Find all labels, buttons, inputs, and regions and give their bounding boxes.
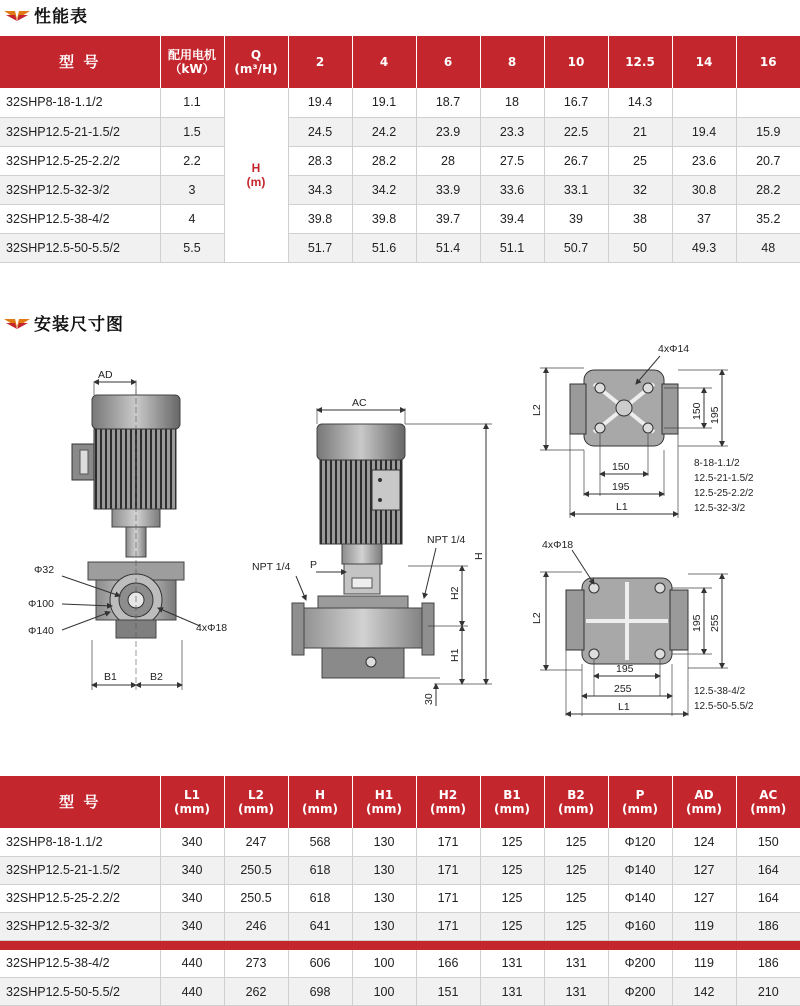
dimension-value-cell: Φ200 — [608, 950, 672, 978]
head-value-cell: 33.1 — [544, 175, 608, 204]
dimension-value-cell: 186 — [736, 912, 800, 940]
model-cell: 32SHP12.5-38-4/2 — [0, 950, 160, 978]
head-value-cell: 22.5 — [544, 117, 608, 146]
model-cell: 32SHP12.5-32-3/2 — [0, 175, 160, 204]
separator-bar — [0, 940, 800, 950]
front-view-pump — [62, 380, 200, 690]
head-value-cell — [672, 88, 736, 117]
head-value-cell: 49.3 — [672, 233, 736, 262]
header-flow-value: 12.5 — [608, 36, 672, 88]
head-value-cell: 21 — [608, 117, 672, 146]
head-value-cell: 23.3 — [480, 117, 544, 146]
head-value-cell: 38 — [608, 204, 672, 233]
model-cell: 32SHP12.5-21-1.5/2 — [0, 117, 160, 146]
table-row — [0, 912, 800, 940]
dimension-value-cell: 340 — [160, 856, 224, 884]
dim-label: B1 — [104, 671, 117, 683]
motor-kw-cell: 4 — [160, 204, 224, 233]
dim-label: L1 — [618, 701, 630, 713]
dim-label: 4xΦ18 — [196, 622, 228, 634]
table-row — [0, 146, 800, 175]
dimension-value-cell: 151 — [416, 978, 480, 1006]
head-value-cell: 23.6 — [672, 146, 736, 175]
dimension-value-cell: Φ200 — [608, 978, 672, 1006]
table-row — [0, 856, 800, 884]
head-value-cell: 39.7 — [416, 204, 480, 233]
header-dim: H1 (mm) — [352, 776, 416, 828]
section-title: 安装尺寸图 — [34, 315, 124, 335]
dimension-value-cell: 171 — [416, 884, 480, 912]
dim-label: 4xΦ18 — [542, 539, 574, 551]
head-value-cell: 30.8 — [672, 175, 736, 204]
dim-label: H1 — [449, 648, 461, 662]
dimension-value-cell: Φ140 — [608, 856, 672, 884]
dim-label: B2 — [150, 671, 163, 683]
dim-label: H — [473, 552, 485, 560]
header-dim: P (mm) — [608, 776, 672, 828]
dim-label: 150 — [612, 461, 630, 473]
head-value-cell: 39.8 — [288, 204, 352, 233]
head-value-cell: 20.7 — [736, 146, 800, 175]
dim-label: L1 — [616, 501, 628, 513]
table-row — [0, 88, 800, 117]
dimension-value-cell: 618 — [288, 856, 352, 884]
header-flow-value: 4 — [352, 36, 416, 88]
head-value-cell: 19.1 — [352, 88, 416, 117]
head-value-cell: 28.2 — [736, 175, 800, 204]
head-value-cell: 19.4 — [288, 88, 352, 117]
dim-label: 195 — [612, 481, 630, 493]
dimension-value-cell: Φ120 — [608, 828, 672, 856]
dimension-value-cell: 125 — [544, 912, 608, 940]
table-row — [0, 884, 800, 912]
head-value-cell: 18.7 — [416, 88, 480, 117]
header-model: 型 号 — [0, 776, 160, 828]
dimension-value-cell: 618 — [288, 884, 352, 912]
head-value-cell: 35.2 — [736, 204, 800, 233]
dim-label: 195 — [709, 406, 721, 424]
model-label: 12.5-32-3/2 — [694, 503, 746, 514]
model-label: 8-18-1.1/2 — [694, 458, 740, 469]
head-value-cell: 15.9 — [736, 117, 800, 146]
dimension-value-cell: 125 — [544, 828, 608, 856]
head-value-cell: 51.6 — [352, 233, 416, 262]
head-label-cell: H (m) — [224, 88, 288, 262]
brand-wings-icon — [2, 313, 32, 333]
brand-wings-icon — [2, 5, 32, 25]
head-value-cell: 51.7 — [288, 233, 352, 262]
head-value-cell: 28 — [416, 146, 480, 175]
dimension-value-cell: 131 — [480, 950, 544, 978]
dimension-value-cell: 131 — [544, 950, 608, 978]
installation-drawing — [0, 340, 800, 772]
section-dimensions-heading — [0, 310, 124, 335]
head-value-cell: 51.4 — [416, 233, 480, 262]
dim-label: 255 — [709, 614, 721, 632]
model-cell: 32SHP12.5-25-2.2/2 — [0, 146, 160, 175]
dimension-value-cell: 125 — [544, 856, 608, 884]
header-dim: L2 (mm) — [224, 776, 288, 828]
group-separator — [0, 940, 800, 950]
section-title: 性能表 — [34, 7, 88, 27]
dimension-value-cell: 130 — [352, 856, 416, 884]
header-motor: 配用电机 （kW） — [160, 36, 224, 88]
dimension-value-cell: 127 — [672, 884, 736, 912]
head-value-cell: 32 — [608, 175, 672, 204]
dimensions-table — [0, 776, 800, 1006]
dimension-value-cell: 150 — [736, 828, 800, 856]
dimension-value-cell: 606 — [288, 950, 352, 978]
head-value-cell: 28.3 — [288, 146, 352, 175]
head-value-cell: 23.9 — [416, 117, 480, 146]
dimension-value-cell: 131 — [544, 978, 608, 1006]
head-value-cell: 37 — [672, 204, 736, 233]
dimension-value-cell: 568 — [288, 828, 352, 856]
dimension-value-cell: 250.5 — [224, 856, 288, 884]
table-row — [0, 950, 800, 978]
header-flow: Q (m³/H) — [224, 36, 288, 88]
dimension-value-cell: 164 — [736, 856, 800, 884]
dimension-value-cell: 171 — [416, 912, 480, 940]
dimension-value-cell: 698 — [288, 978, 352, 1006]
dim-label: P — [310, 559, 318, 571]
head-value-cell: 14.3 — [608, 88, 672, 117]
dimension-value-cell: 186 — [736, 950, 800, 978]
dimension-value-cell: 100 — [352, 950, 416, 978]
dimension-value-cell: 131 — [480, 978, 544, 1006]
dimension-value-cell: 127 — [672, 856, 736, 884]
dimension-value-cell: 171 — [416, 856, 480, 884]
dimension-value-cell: 124 — [672, 828, 736, 856]
header-dim: H2 (mm) — [416, 776, 480, 828]
head-value-cell: 39.4 — [480, 204, 544, 233]
dimension-value-cell: 250.5 — [224, 884, 288, 912]
motor-kw-cell: 2.2 — [160, 146, 224, 175]
dim-label: 150 — [691, 402, 703, 420]
dimension-value-cell: 340 — [160, 884, 224, 912]
performance-table — [0, 36, 800, 263]
dimension-value-cell: 247 — [224, 828, 288, 856]
dim-label: NPT 1/4 — [252, 561, 291, 573]
header-flow-value: 8 — [480, 36, 544, 88]
head-value-cell: 25 — [608, 146, 672, 175]
model-cell: 32SHP12.5-21-1.5/2 — [0, 856, 160, 884]
dimension-value-cell: 262 — [224, 978, 288, 1006]
dimension-value-cell: 130 — [352, 912, 416, 940]
head-value-cell: 34.2 — [352, 175, 416, 204]
head-value-cell: 18 — [480, 88, 544, 117]
model-cell: 32SHP12.5-32-3/2 — [0, 912, 160, 940]
dimension-value-cell: 130 — [352, 884, 416, 912]
dim-label: AC — [352, 397, 367, 409]
model-cell: 32SHP12.5-50-5.5/2 — [0, 233, 160, 262]
dimension-value-cell: Φ140 — [608, 884, 672, 912]
header-flow-value: 6 — [416, 36, 480, 88]
dim-label: 255 — [614, 683, 632, 695]
dimension-value-cell: 142 — [672, 978, 736, 1006]
dimension-value-cell: 119 — [672, 950, 736, 978]
model-label: 12.5-21-1.5/2 — [694, 473, 754, 484]
motor-kw-cell: 1.1 — [160, 88, 224, 117]
dimension-value-cell: 125 — [480, 828, 544, 856]
header-flow-value: 14 — [672, 36, 736, 88]
dim-label: Φ32 — [34, 564, 55, 576]
head-value-cell: 50 — [608, 233, 672, 262]
model-cell: 32SHP12.5-50-5.5/2 — [0, 978, 160, 1006]
dimension-value-cell: 340 — [160, 828, 224, 856]
head-value-cell: 27.5 — [480, 146, 544, 175]
motor-kw-cell: 3 — [160, 175, 224, 204]
model-cell: 32SHP8-18-1.1/2 — [0, 88, 160, 117]
dimension-value-cell: 125 — [480, 912, 544, 940]
dimension-value-cell: 166 — [416, 950, 480, 978]
dimension-value-cell: 273 — [224, 950, 288, 978]
header-flow-value: 2 — [288, 36, 352, 88]
dimension-value-cell: 164 — [736, 884, 800, 912]
dimension-value-cell: 100 — [352, 978, 416, 1006]
header-dim: AD (mm) — [672, 776, 736, 828]
head-value-cell: 19.4 — [672, 117, 736, 146]
head-value-cell: 24.2 — [352, 117, 416, 146]
section-performance-heading — [0, 2, 88, 27]
table-row — [0, 175, 800, 204]
dim-label: Φ100 — [28, 598, 54, 610]
head-value-cell: 28.2 — [352, 146, 416, 175]
head-value-cell: 16.7 — [544, 88, 608, 117]
dimension-value-cell: 440 — [160, 950, 224, 978]
dim-label: AD — [98, 369, 113, 381]
head-value-cell: 50.7 — [544, 233, 608, 262]
head-value-cell: 24.5 — [288, 117, 352, 146]
model-label: 12.5-50-5.5/2 — [694, 701, 754, 712]
motor-kw-cell: 5.5 — [160, 233, 224, 262]
dimension-value-cell: 119 — [672, 912, 736, 940]
head-value-cell: 26.7 — [544, 146, 608, 175]
head-value-cell — [736, 88, 800, 117]
dimension-value-cell: Φ160 — [608, 912, 672, 940]
model-cell: 32SHP12.5-25-2.2/2 — [0, 884, 160, 912]
dimension-value-cell: 641 — [288, 912, 352, 940]
head-value-cell: 33.9 — [416, 175, 480, 204]
dim-label: H2 — [449, 586, 461, 600]
dimension-value-cell: 130 — [352, 828, 416, 856]
model-label: 12.5-38-4/2 — [694, 686, 746, 697]
dim-label: L2 — [531, 612, 543, 624]
table-row — [0, 828, 800, 856]
dimension-value-cell: 440 — [160, 978, 224, 1006]
head-value-cell: 33.6 — [480, 175, 544, 204]
header-flow-value: 16 — [736, 36, 800, 88]
dim-label: L2 — [531, 404, 543, 416]
header-dim: H (mm) — [288, 776, 352, 828]
dim-label: Φ140 — [28, 625, 54, 637]
dimension-value-cell: 125 — [480, 884, 544, 912]
head-value-cell: 48 — [736, 233, 800, 262]
header-model: 型 号 — [0, 36, 160, 88]
dimensions-header-row — [0, 776, 800, 828]
header-dim: AC (mm) — [736, 776, 800, 828]
head-value-cell: 34.3 — [288, 175, 352, 204]
model-cell: 32SHP8-18-1.1/2 — [0, 828, 160, 856]
head-value-cell: 39 — [544, 204, 608, 233]
dim-label: 30 — [423, 693, 435, 705]
dim-label: 195 — [691, 614, 703, 632]
dimension-value-cell: 171 — [416, 828, 480, 856]
side-view-pump — [292, 408, 492, 706]
motor-kw-cell: 1.5 — [160, 117, 224, 146]
dim-label: 4xΦ14 — [658, 343, 690, 355]
dim-label: NPT 1/4 — [427, 534, 466, 546]
table-row — [0, 204, 800, 233]
header-dim: B2 (mm) — [544, 776, 608, 828]
dimension-value-cell: 340 — [160, 912, 224, 940]
header-dim: L1 (mm) — [160, 776, 224, 828]
model-cell: 32SHP12.5-38-4/2 — [0, 204, 160, 233]
head-value-cell: 39.8 — [352, 204, 416, 233]
dimension-value-cell: 246 — [224, 912, 288, 940]
dim-label: 195 — [616, 663, 634, 675]
table-row — [0, 978, 800, 1006]
head-value-cell: 51.1 — [480, 233, 544, 262]
table-row — [0, 233, 800, 262]
model-label: 12.5-25-2.2/2 — [694, 488, 754, 499]
header-flow-value: 10 — [544, 36, 608, 88]
dimension-value-cell: 210 — [736, 978, 800, 1006]
dimension-value-cell: 125 — [544, 884, 608, 912]
table-row — [0, 117, 800, 146]
dimension-value-cell: 125 — [480, 856, 544, 884]
performance-header-row — [0, 36, 800, 88]
header-dim: B1 (mm) — [480, 776, 544, 828]
